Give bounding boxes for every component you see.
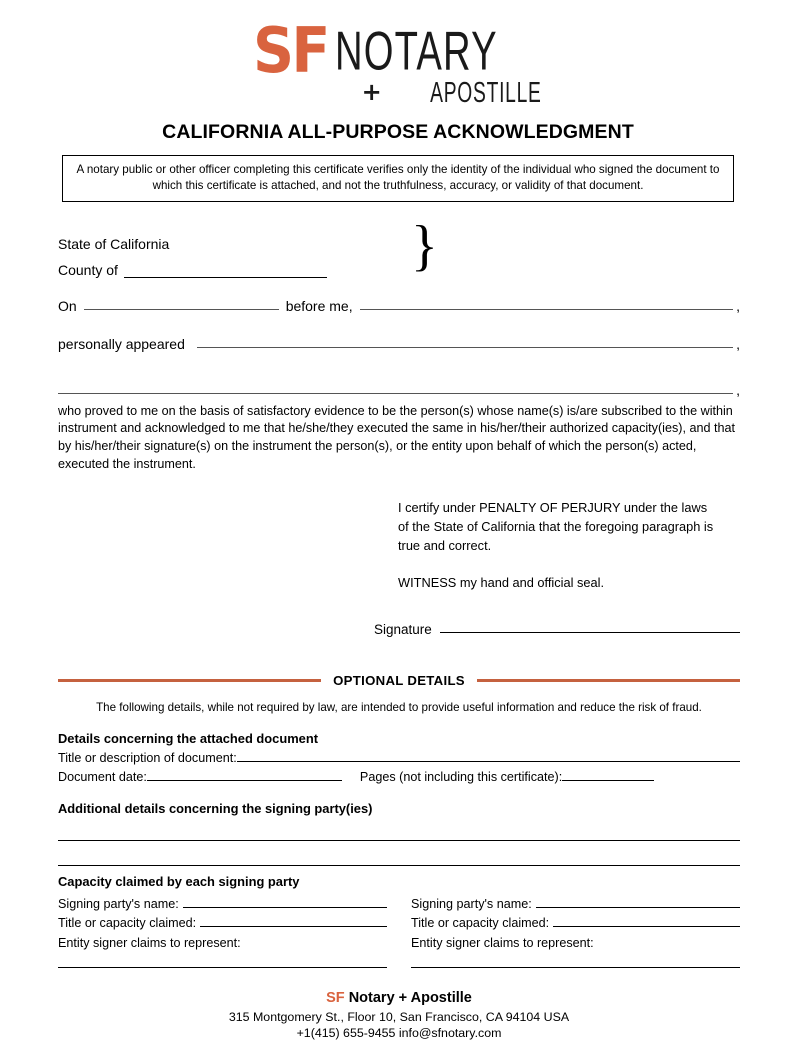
signature-row	[374, 622, 740, 637]
attached-document-heading: Details concerning the attached document	[58, 730, 319, 746]
venue-block	[58, 214, 740, 280]
left-title-or-capacity-label: Title or capacity claimed:	[58, 915, 197, 930]
capacity-column-right	[411, 892, 740, 968]
footer-brand-sf: SF	[326, 989, 345, 1006]
right-signing-party-name-input-rule[interactable]	[536, 897, 740, 908]
state-line	[58, 226, 740, 252]
additional-details-heading: Additional details concerning the signing party(ies)	[58, 800, 373, 816]
logo-sf-text: SF	[252, 14, 328, 87]
additional-details-rule-2[interactable]	[58, 845, 740, 866]
date-input-rule[interactable]	[84, 299, 279, 310]
pages-label: Pages (not including this certificate):	[359, 769, 563, 784]
personally-appeared-input-rule[interactable]	[197, 337, 733, 348]
signature-input-rule[interactable]	[440, 622, 740, 633]
on-row-comma: ,	[736, 297, 740, 314]
optional-details-note: The following details, while not required by law, are intended to provide useful information and reduce the risk of fraud.	[96, 700, 702, 714]
footer-brand-rest: Notary + Apostille	[344, 989, 472, 1006]
personally-appeared-comma: ,	[736, 335, 740, 352]
right-signing-party-name-row	[411, 897, 740, 911]
form-content	[58, 214, 740, 1040]
title-or-description-input-rule[interactable]	[237, 751, 740, 762]
sf-notary-logo	[252, 14, 544, 109]
on-before-me-row	[58, 298, 740, 314]
county-label: County of	[58, 261, 118, 278]
left-entity-signer-label: Entity signer claims to represent:	[58, 935, 241, 950]
document-date-pages-row	[58, 770, 740, 784]
title-or-description-label: Title or description of document:	[58, 750, 237, 765]
right-entity-signer-row	[411, 936, 740, 950]
on-label: On	[58, 297, 77, 314]
additional-details-rule-1[interactable]	[58, 820, 740, 841]
disclaimer-box: A notary public or other officer completing this certificate verifies only the identity of the individual who signed the document to which this certificate is attached, and not the truthfulness, accuracy, or validity of that document.	[62, 155, 734, 202]
capacity-column-left	[58, 892, 387, 968]
logo-primary-row	[252, 14, 544, 87]
certification-paragraph-1: I certify under PENALTY OF PERJURY under the laws of the State of California that the foregoing paragraph is true and correct.	[398, 500, 714, 554]
left-title-or-capacity-input-rule[interactable]	[200, 916, 387, 927]
right-signing-party-name-label: Signing party's name:	[411, 896, 532, 911]
signature-label: Signature	[374, 621, 432, 637]
personally-appeared-row	[58, 336, 740, 352]
logo-apostille-text: APOSTILLE	[429, 74, 542, 109]
county-line	[58, 252, 740, 278]
optional-details-title: OPTIONAL DETAILS	[333, 672, 465, 688]
divider-bar-right	[477, 679, 740, 681]
personally-appeared-continuation-rule[interactable]	[58, 383, 733, 394]
page-footer	[58, 990, 740, 1040]
left-entity-signer-input-rule[interactable]	[58, 950, 387, 968]
title-or-description-row	[58, 751, 740, 765]
left-entity-signer-row	[58, 936, 387, 950]
venue-brace: }	[411, 214, 438, 277]
optional-details-divider	[58, 673, 740, 688]
right-entity-signer-label: Entity signer claims to represent:	[411, 935, 594, 950]
divider-bar-left	[58, 679, 321, 681]
personally-appeared-label: personally appeared	[58, 335, 185, 352]
footer-brand	[58, 990, 740, 1006]
right-title-or-capacity-input-rule[interactable]	[553, 916, 740, 927]
left-signing-party-name-label: Signing party's name:	[58, 896, 179, 911]
personally-appeared-continuation-row	[58, 382, 740, 398]
capacity-heading: Capacity claimed by each signing party	[58, 873, 300, 889]
document-date-label: Document date:	[58, 769, 147, 784]
left-title-or-capacity-row	[58, 916, 387, 930]
before-me-label: before me,	[285, 297, 353, 314]
logo-header	[0, 0, 796, 109]
footer-contact: +1(415) 655-9455 info@sfnotary.com	[296, 1025, 502, 1040]
footer-address: 315 Montgomery St., Floor 10, San Francisco, CA 94104 USA	[228, 1009, 570, 1024]
right-title-or-capacity-row	[411, 916, 740, 930]
county-input-rule[interactable]	[124, 263, 327, 278]
left-signing-party-name-row	[58, 897, 387, 911]
continuation-comma: ,	[736, 381, 740, 398]
right-title-or-capacity-label: Title or capacity claimed:	[411, 915, 550, 930]
document-date-input-rule[interactable]	[147, 770, 342, 781]
logo-notary-text: NOTARY	[334, 21, 498, 83]
certification-paragraph-2: WITNESS my hand and official seal.	[398, 574, 605, 590]
notary-name-input-rule[interactable]	[360, 299, 733, 310]
right-entity-signer-input-rule[interactable]	[411, 950, 740, 968]
plus-icon: +	[361, 77, 382, 106]
left-signing-party-name-input-rule[interactable]	[183, 897, 387, 908]
certification-block	[398, 498, 718, 592]
acknowledgment-paragraph: who proved to me on the basis of satisfactory evidence to be the person(s) whose name(s) is/are subscribed to the within instrument and acknowledged to me that he/she/they executed the same in his/her/their authorized capacity(ies), and that by his/her/their signature(s) on the instrument the person(s), or the entity upon behalf of which the person(s) acted, executed the instrument.	[58, 403, 735, 472]
state-label: State of California	[58, 235, 170, 252]
page-title: CALIFORNIA ALL-PURPOSE ACKNOWLEDGMENT	[162, 120, 634, 143]
capacity-columns	[58, 892, 740, 968]
pages-input-rule[interactable]	[562, 770, 654, 781]
